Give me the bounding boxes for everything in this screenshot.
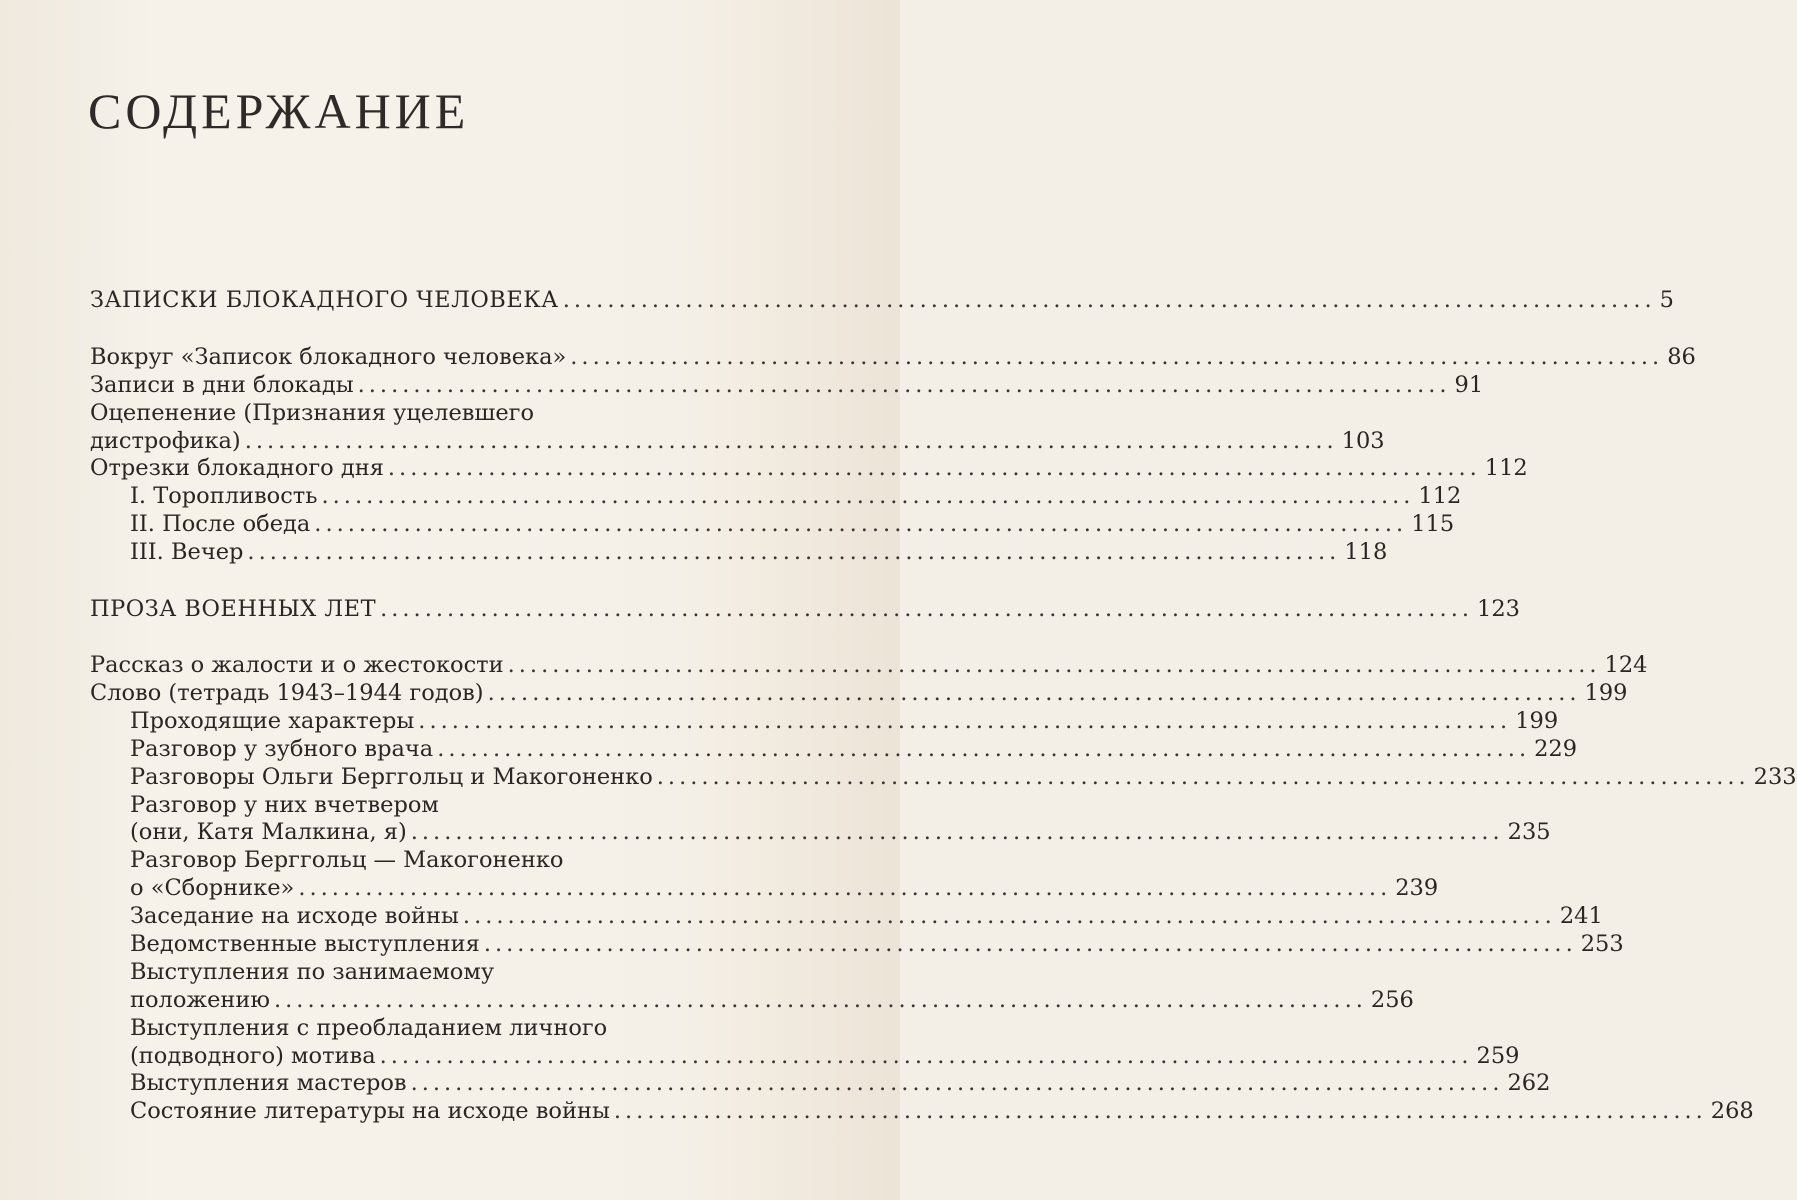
toc-entry-page: 259 [1476,1043,1520,1069]
toc-leader-dots: .................................................................................................. [562,287,1656,313]
toc-entry-title: III. Вечер [130,539,244,565]
toc-entry-title: I. Торопливость [130,483,318,509]
toc-entry-title: Ведомственные выступления [130,931,480,957]
toc-leader-dots: .................................................................................................. [487,680,1581,706]
toc-subentry [130,1041,1520,1071]
toc-entry-page: 112 [1418,483,1462,509]
toc-leader-dots: .................................................................................................. [273,987,1367,1013]
toc-leader-dots: .................................................................................................. [357,372,1451,398]
toc-subentry [130,734,1578,764]
toc-entry-page: 256 [1370,987,1414,1013]
toc-entry-title: II. После обеда [130,511,311,537]
toc-entry-title-line2: дистрофика) [90,428,241,454]
toc-entry-title: ЗАПИСКИ БЛОКАДНОГО ЧЕЛОВЕКА [90,287,559,313]
toc-subentry [130,1096,1754,1126]
toc-entry-title: Отрезки блокадного дня [90,455,384,481]
toc-leader-dots: .................................................................................................. [410,1070,1504,1096]
toc-entry-title-line1: Разговор Берггольц — Макогоненко [130,847,564,873]
toc-leader-dots: .................................................................................................. [418,708,1512,734]
toc-subentry [130,706,1559,736]
toc-leader-dots: .................................................................................................. [314,511,1408,537]
toc-leader-dots: .................................................................................................. [321,483,1415,509]
toc-subentry [130,985,1414,1015]
toc-entry-title: Заседание на исходе войны [130,903,459,929]
toc-entry-page: 199 [1515,708,1559,734]
toc-entry [90,678,1628,708]
toc-leader-dots: .................................................................................................. [387,455,1481,481]
toc-entry-page: 91 [1454,372,1484,398]
toc-subentry [130,929,1624,959]
toc-entry-title: Рассказ о жалости и о жестокости [90,652,504,678]
toc-entry [90,453,1528,483]
toc-subentry [130,817,1551,847]
toc-subentry [130,873,1439,903]
toc-entry [90,650,1648,680]
toc-leader-dots: .................................................................................................. [247,539,1341,565]
toc-leader-dots: .................................................................................................. [656,764,1750,790]
toc-entry-page: 118 [1344,539,1388,565]
toc-entry-title-line1: Оцепенение (Признания уцелевшего [90,400,535,426]
toc-subentry [130,481,1462,511]
toc-subentry [130,509,1455,539]
toc-entry-title: Разговоры Ольги Берггольц и Макогоненко [130,764,653,790]
toc-entry-page: 235 [1507,819,1551,845]
toc-entry [90,594,1520,624]
toc-subentry [130,1068,1551,1098]
toc-entry-page: 199 [1584,680,1628,706]
toc-entry-page: 115 [1411,511,1455,537]
toc-leader-dots: .................................................................................................. [570,344,1664,370]
toc-leader-dots: .................................................................................................. [437,736,1531,762]
toc-entry-page: 239 [1395,875,1439,901]
toc-entry-title-line2: положению [130,987,270,1013]
toc-entry-title-line1: Выступления с преобладанием личного [130,1015,608,1041]
toc-entry-title-line2: (они, Катя Малкина, я) [130,819,407,845]
toc-subentry [130,537,1388,567]
toc-entry-page: 123 [1477,596,1520,622]
toc-entry-page: 253 [1580,931,1624,957]
toc-leader-dots: .................................................................................................. [298,875,1392,901]
toc-leader-dots: .................................................................................................. [244,428,1338,454]
toc-entry-page: 233 [1753,764,1797,790]
toc-entry-title: Состояние литературы на исходе войны [130,1098,610,1124]
toc-entry-title: Вокруг «Записок блокадного человека» [90,344,567,370]
toc-entry-page: 103 [1341,428,1385,454]
toc-entry-title: Разговор у зубного врача [130,736,434,762]
toc-entry [90,342,1696,372]
toc-leader-dots: .................................................................................................. [483,931,1577,957]
toc-entry [90,285,1674,315]
toc-entry-page: 112 [1484,455,1528,481]
toc-entry-title: Выступления мастеров [130,1070,407,1096]
page-title: СОДЕРЖАНИЕ [88,83,470,139]
toc-subentry [130,901,1603,931]
toc-entry-title-line2: (подводного) мотива [130,1043,376,1069]
toc-entry [90,370,1484,400]
toc-leader-dots: .................................................................................................. [379,1043,1473,1069]
toc-entry-title: ПРОЗА ВОЕННЫХ ЛЕТ [90,596,377,622]
toc-entry-page: 86 [1667,344,1696,370]
toc-entry-page: 268 [1710,1098,1754,1124]
toc-entry [90,426,1385,456]
toc-leader-dots: .................................................................................................. [613,1098,1707,1124]
toc-leader-dots: .................................................................................................. [410,819,1504,845]
toc-entry-title: Записи в дни блокады [90,372,354,398]
toc-leader-dots: .................................................................................................. [507,652,1601,678]
toc-entry-title: Слово (тетрадь 1943–1944 годов) [90,680,484,706]
toc-entry-page: 5 [1659,287,1674,313]
toc-leader-dots: .................................................................................................. [462,903,1556,929]
toc-subentry [130,762,1797,792]
toc-entry-page: 262 [1507,1070,1551,1096]
toc-entry-title: Проходящие характеры [130,708,415,734]
toc-leader-dots: .................................................................................................. [380,596,1473,622]
toc-entry-page: 241 [1559,903,1603,929]
toc-entry-title-line1: Выступления по занимаемому [130,959,495,985]
toc-entry-title-line2: о «Сборнике» [130,875,295,901]
toc-entry-title-line1: Разговор у них вчетвером [130,792,439,818]
toc-entry-page: 229 [1534,736,1578,762]
toc-entry-page: 124 [1604,652,1648,678]
